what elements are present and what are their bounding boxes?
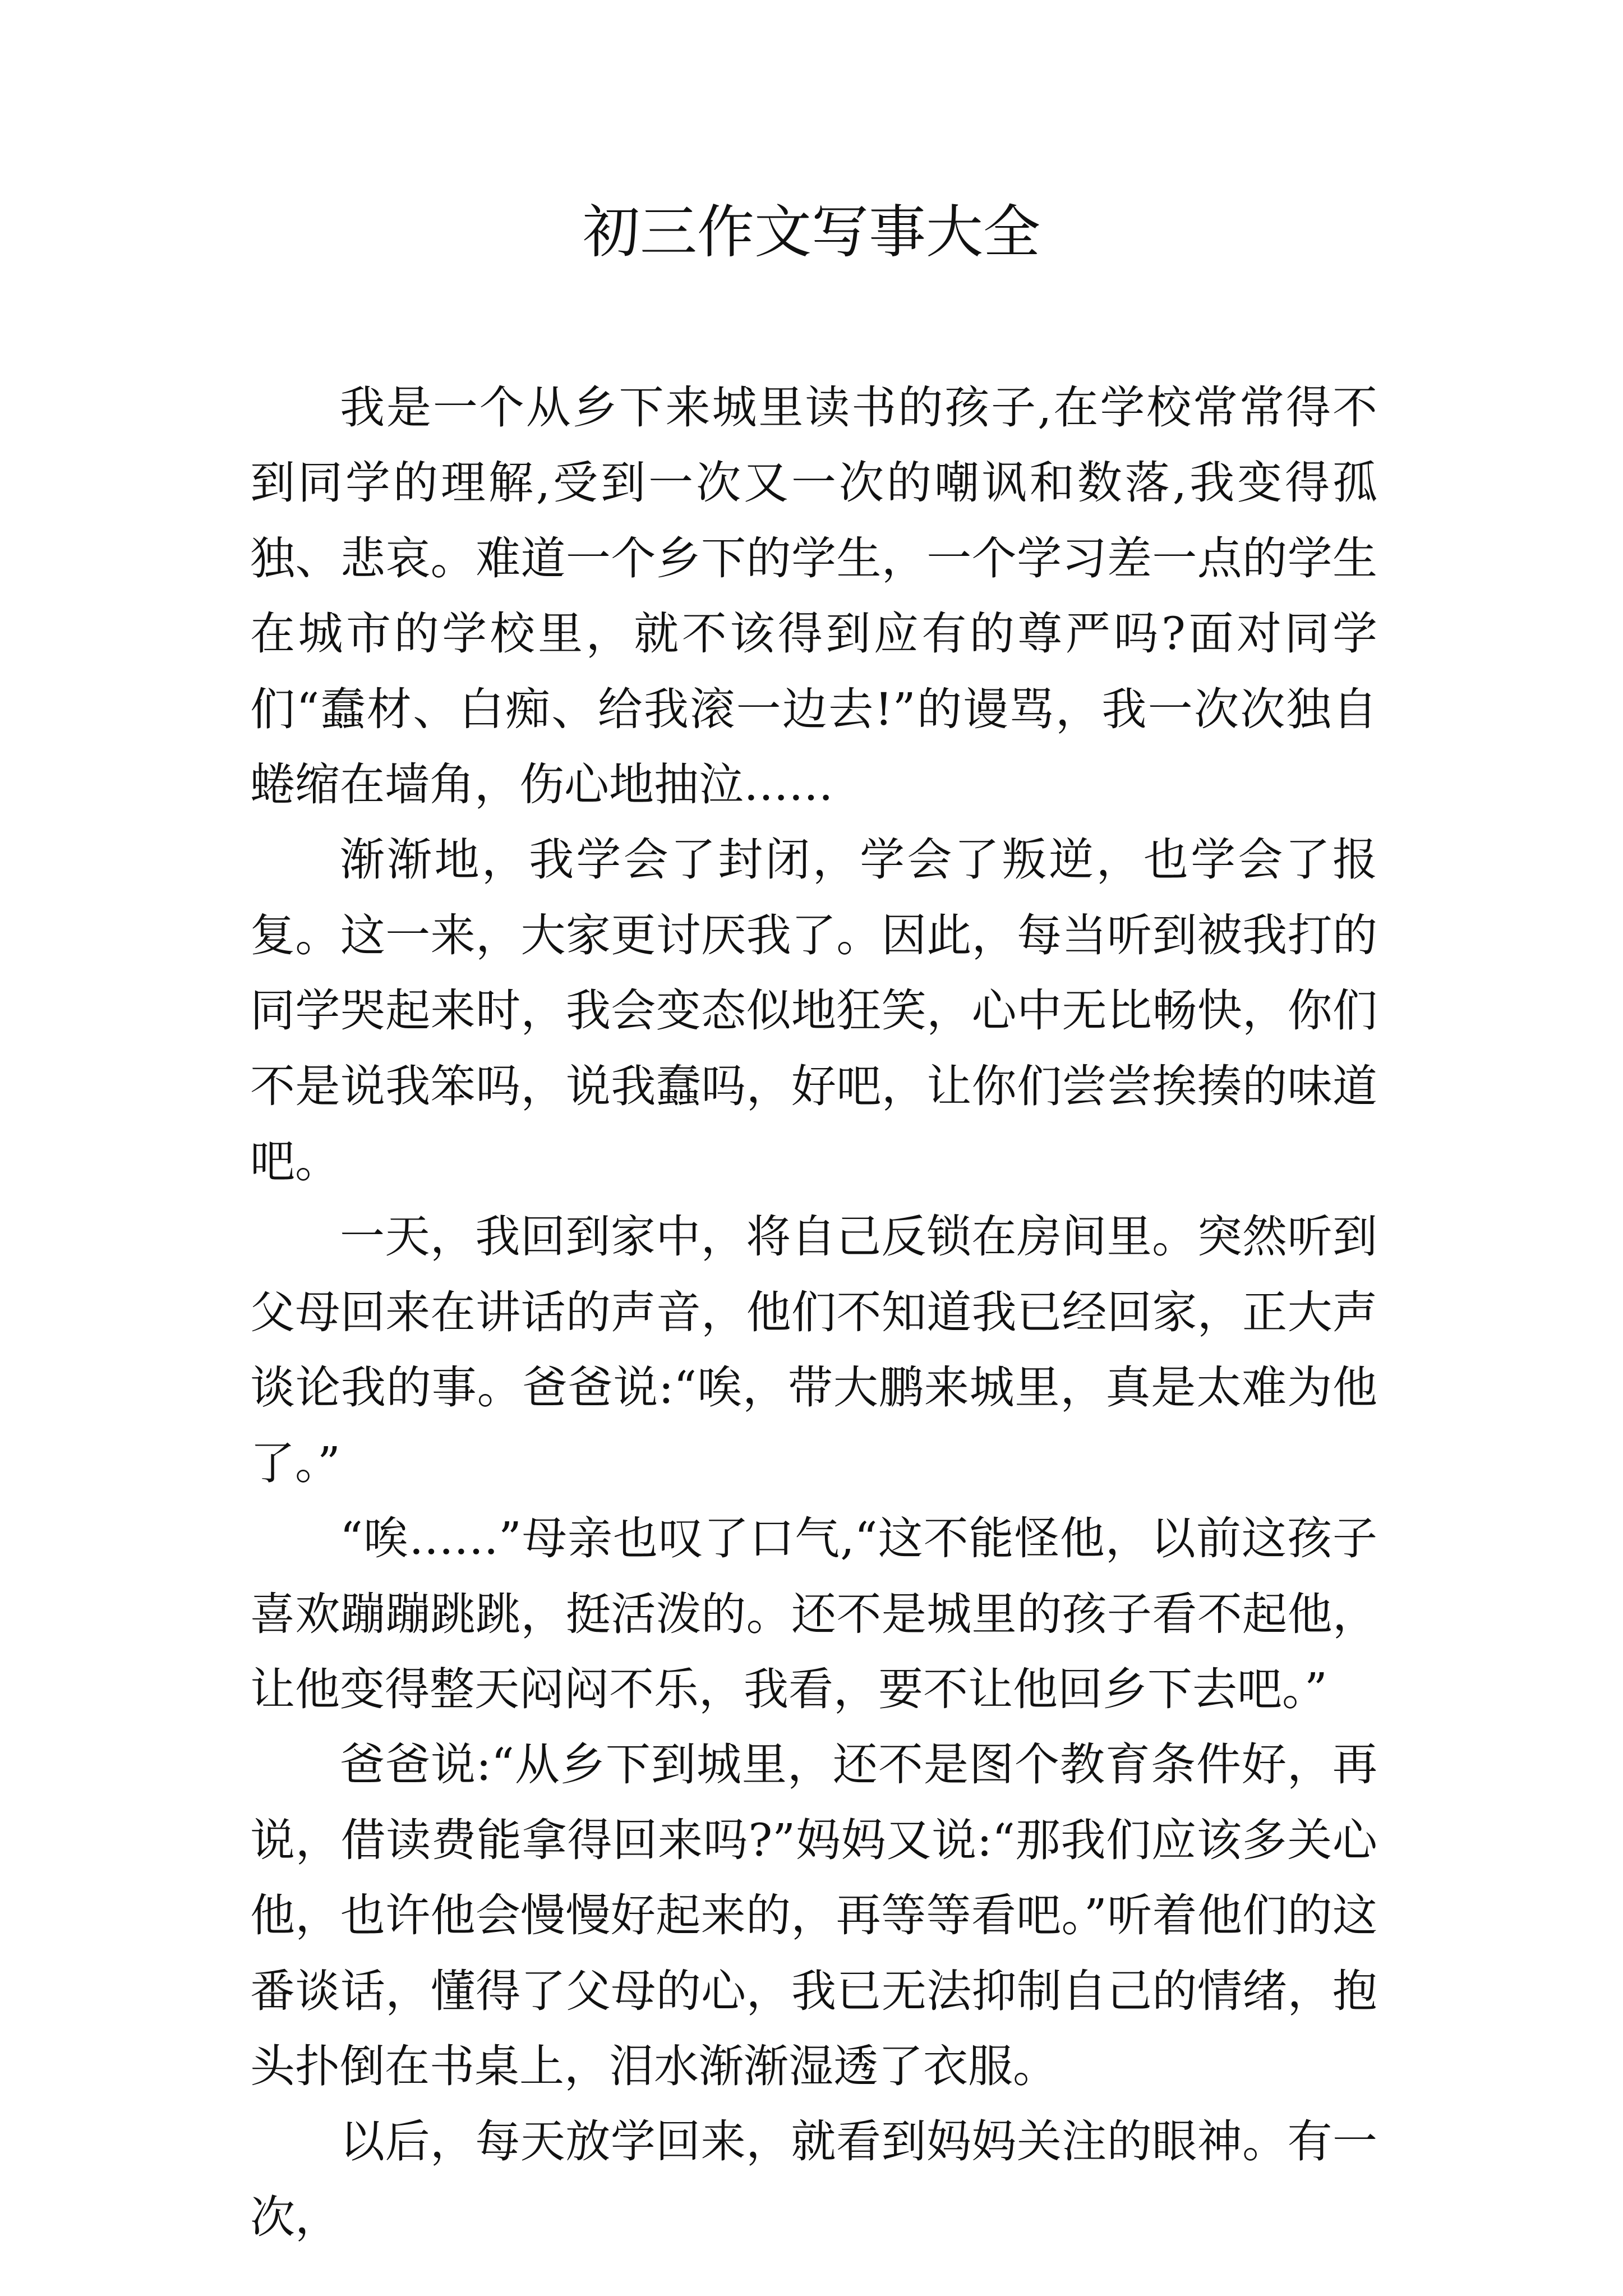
paragraph: “唉……”母亲也叹了口气,“这不能怪他，以前这孩子喜欢蹦蹦跳跳，挺活泼的。还不是城里的孩子看不起他，让他变得整天闷闷不乐，我看，要不让他回乡下去吧。”: [250, 1512, 1377, 1715]
document-body: [250, 370, 1377, 2255]
paragraph: 一天，我回到家中，将自己反锁在房间里。突然听到父母回来在讲话的声音，他们不知道我已经回家，正大声谈论我的事。爸爸说:“唉，带大鹏来城里，真是太难为他了。”: [250, 1211, 1377, 1489]
paragraph: 以后，每天放学回来，就看到妈妈关注的眼神。有一次，: [250, 2115, 1377, 2243]
paragraph: 我是一个从乡下来城里读书的孩子,在学校常常得不到同学的理解,受到一次又一次的嘲讽和数落,我变得孤独、悲哀。难道一个乡下的学生，一个学习差一点的学生在城市的学校里，就不该得到应有的尊严吗?面对同学们“蠢材、白痴、给我滚一边去!”的谩骂，我一次次独自蜷缩在墙角，伤心地抽泣……: [250, 381, 1377, 811]
paragraph: 渐渐地，我学会了封闭，学会了叛逆，也学会了报复。这一来，大家更讨厌我了。因此，每当听到被我打的同学哭起来时，我会变态似地狂笑，心中无比畅快，你们不是说我笨吗，说我蠢吗，好吧，让你们尝尝挨揍的味道吧。: [250, 834, 1377, 1188]
paragraph: 爸爸说:“从乡下到城里，还不是图个教育条件好，再说，借读费能拿得回来吗?”妈妈又说:“那我们应该多关心他，也许他会慢慢好起来的，再等等看吧。”听着他们的这番谈话，懂得了父母的心，我已无法抑制自己的情绪，抱头扑倒在书桌上，泪水渐渐湿透了衣服。: [250, 1738, 1377, 2092]
document-title: 初三作文写事大全: [583, 199, 1040, 266]
